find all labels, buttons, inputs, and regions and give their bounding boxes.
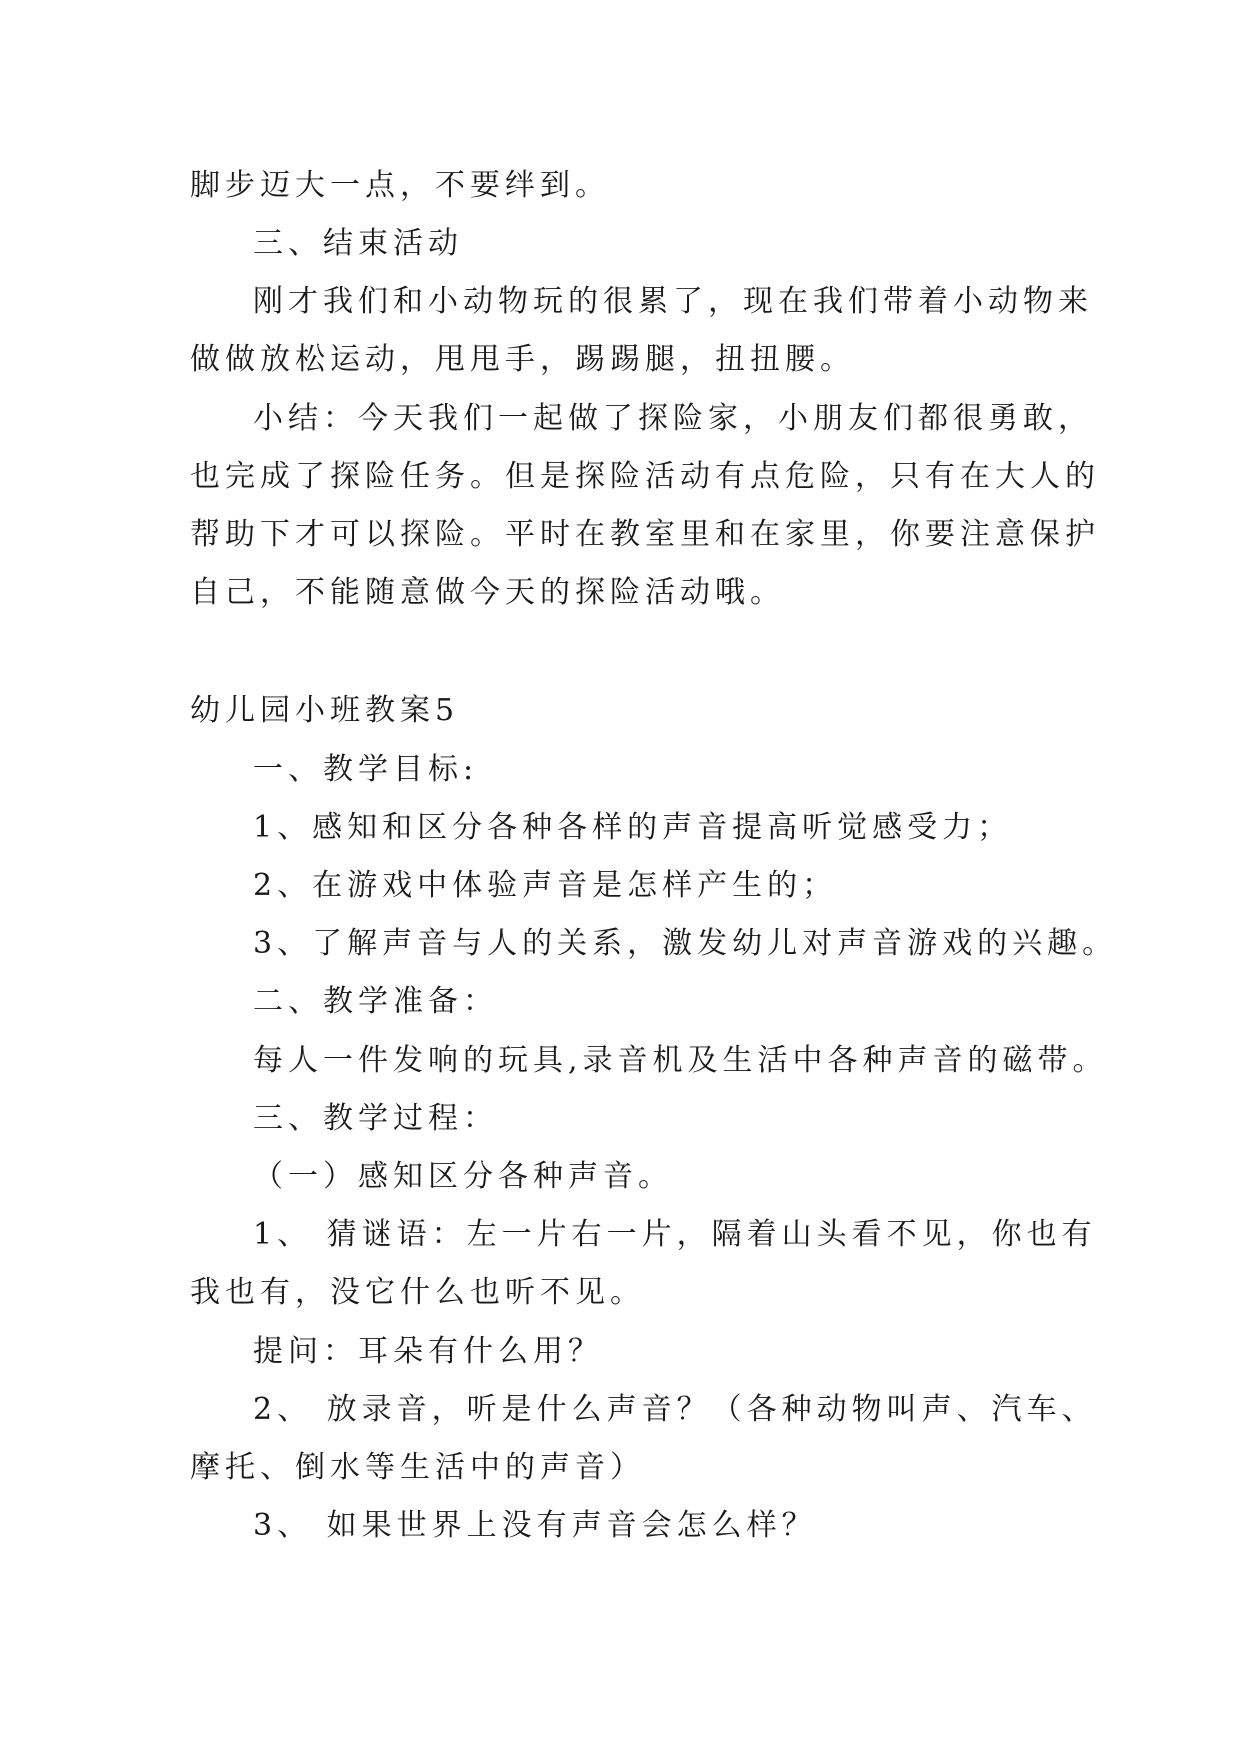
list-item: 1、感知和区分各种各样的声音提高听觉感受力； xyxy=(253,810,1013,845)
paragraph-line: 帮助下才可以探险。平时在教室里和在家里，你要注意保护 xyxy=(190,517,1100,552)
list-item: 3、了解声音与人的关系，激发幼儿对声音游戏的兴趣。 xyxy=(253,926,1118,961)
paragraph-line: 做做放松运动，甩甩手，踢踢腿，扭扭腰。 xyxy=(190,342,855,377)
paragraph-line: 每人一件发响的玩具,录音机及生活中各种声音的磁带。 xyxy=(253,1043,1108,1078)
paragraph-line: 也完成了探险任务。但是探险活动有点危险，只有在大人的 xyxy=(190,459,1100,494)
list-item: 2、 放录音，听是什么声音？（各种动物叫声、汽车、 xyxy=(253,1392,1097,1427)
paragraph-line: 我也有，没它什么也听不见。 xyxy=(190,1275,645,1310)
paragraph-line: 摩托、倒水等生活中的声音） xyxy=(190,1450,645,1485)
section-heading: 一、教学目标: xyxy=(253,752,479,787)
paragraph-line: 小结：今天我们一起做了探险家，小朋友们都很勇敢， xyxy=(253,401,1093,436)
document-title: 幼儿园小班教案5 xyxy=(190,693,460,728)
paragraph-line: 刚才我们和小动物玩的很累了，现在我们带着小动物来 xyxy=(253,284,1093,319)
list-item: 3、 如果世界上没有声音会怎么样？ xyxy=(253,1508,817,1543)
subsection-heading: （一）感知区分各种声音。 xyxy=(253,1159,673,1194)
paragraph-line: 提问：耳朵有什么用？ xyxy=(253,1334,603,1369)
paragraph-line: 脚步迈大一点，不要绊到。 xyxy=(190,168,610,203)
section-heading: 三、教学过程： xyxy=(253,1101,498,1136)
list-item: 2、在游戏中体验声音是怎样产生的； xyxy=(253,868,838,903)
paragraph-line: 自己，不能随意做今天的探险活动哦。 xyxy=(190,575,785,610)
section-heading: 二、教学准备： xyxy=(253,984,498,1019)
section-heading: 三、结束活动 xyxy=(253,226,463,261)
list-item: 1、 猜谜语：左一片右一片，隔着山头看不见，你也有 xyxy=(253,1217,1097,1252)
